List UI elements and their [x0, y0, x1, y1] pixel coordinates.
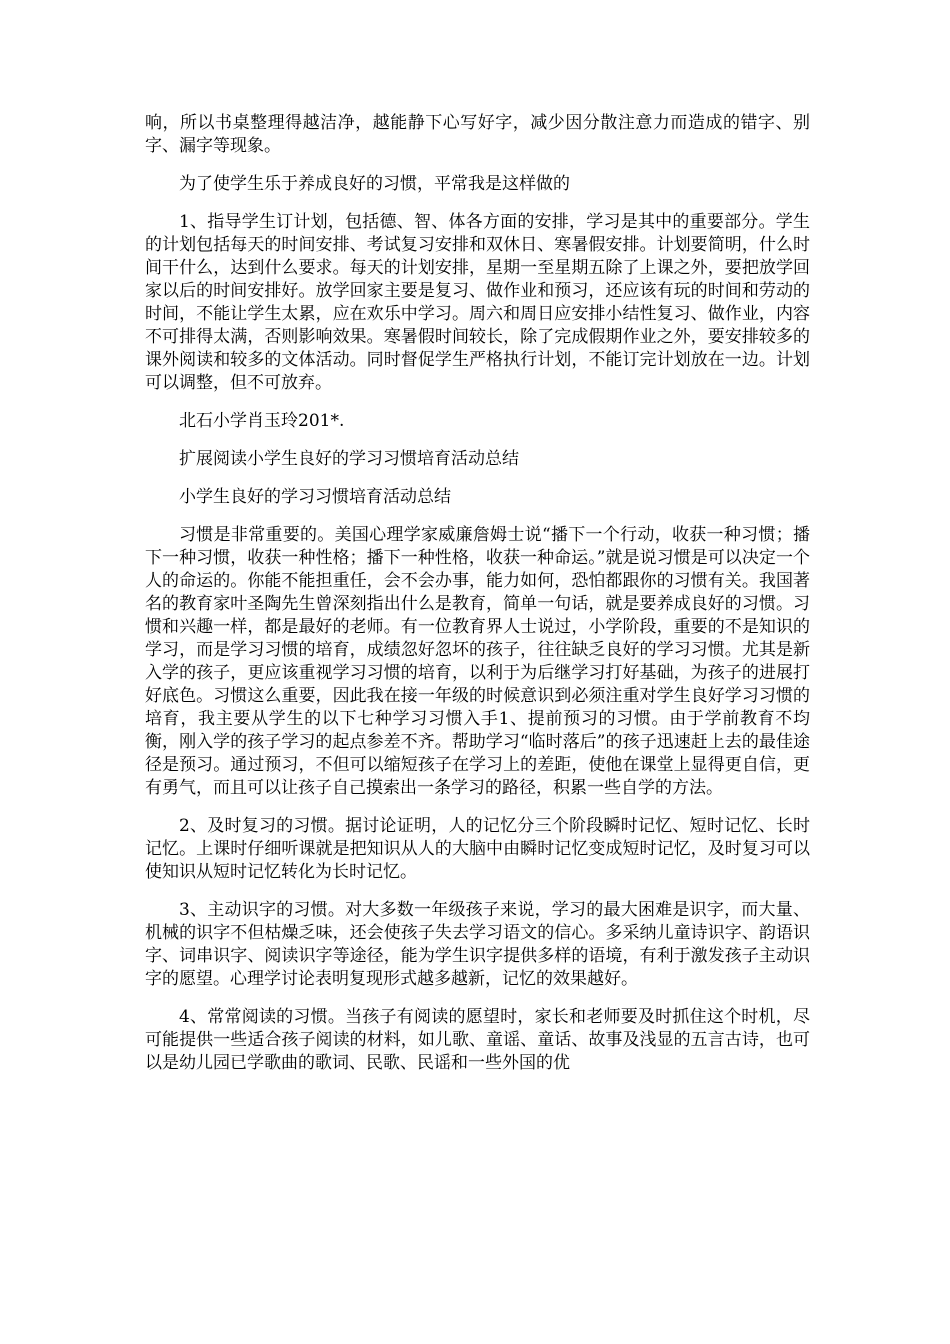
- paragraph-item-2-review: 2、及时复习的习惯。据讨论证明，人的记忆分三个阶段瞬时记忆、短时记忆、长时记忆。上课时仔细听课就是把知识从人的大脑中由瞬时记忆变成短时记忆，及时复习可以使知识从短时记忆转化为长时记忆。: [145, 816, 810, 882]
- paragraph-intro: 为了使学生乐于养成良好的习惯，平常我是这样做的: [179, 174, 570, 194]
- paragraph-continuation: 响，所以书桌整理得越洁净，越能静下心写好字，减少因分散注意力而造成的错字、别字、漏字等现象。: [145, 113, 810, 156]
- paragraph-item-1-plan: 1、指导学生订计划，包括德、智、体各方面的安排，学习是其中的重要部分。学生的计划包括每天的时间安排、考试复习安排和双休日、寒暑假安排。计划要简明，什么时间干什么，达到什么要求。每天的计划安排，星期一至星期五除了上课之外，要把放学回家以后的时间安排好。放学回家主要是复习、做作业和预习，还应该有玩的时间和劳动的时间，不能让学生太累，应在欢乐中学习。周六和周日应安排小结性复习、做作业，内容不可排得太满，否则影响效果。寒暑假时间较长，除了完成假期作业之外，要安排较多的课外阅读和较多的文体活动。同时督促学生严格执行计划，不能订完计划放在一边。计划可以调整，但不可放弃。: [145, 212, 810, 393]
- paragraph-habits-importance: 习惯是非常重要的。美国心理学家威廉詹姆士说“播下一个行动，收获一种习惯；播下一种习惯，收获一种性格；播下一种性格，收获一种命运。”就是说习惯是可以决定一个人的命运的。你能不能担重任，会不会办事，能力如何，恐怕都跟你的习惯有关。我国著名的教育家叶圣陶先生曾深刻指出什么是教育，简单一句话，就是要养成良好的习惯。习惯和兴趣一样，都是最好的老师。有一位教育界人士说过，小学阶段，重要的不是知识的学习，而是学习习惯的培育，成绩忽好忽坏的孩子，往往缺乏良好的学习习惯。尤其是新入学的孩子，更应该重视学习习惯的培育，以利于为后继学习打好基础，为孩子的进展打好底色。习惯这么重要，因此我在接一年级的时候意识到必须注重对学生良好学习习惯的培育，我主要从学生的以下七种学习习惯入手1、提前预习的习惯。由于学前教育不均衡，刚入学的孩子学习的起点参差不齐。帮助学习“临时落后”的孩子迅速赶上去的最佳途径是预习。通过预习，不但可以缩短孩子在学习上的差距，使他在课堂上显得更自信，更有勇气，而且可以让孩子自己摸索出一条学习的路径，积累一些自学的方法。: [145, 525, 810, 798]
- paragraph-item-3-literacy: 3、主动识字的习惯。对大多数一年级孩子来说，学习的最大困难是识字，而大量、机械的识字不但枯燥乏味，还会使孩子失去学习语文的信心。多采纳儿童诗识字、韵语识字、词串识字、阅读识字等途径，能为学生识字提供多样的语境，有利于激发孩子主动识字的愿望。心理学讨论表明复现形式越多越新，记忆的效果越好。: [145, 900, 810, 989]
- paragraph-item-4-reading: 4、常常阅读的习惯。当孩子有阅读的愿望时，家长和老师要及时抓住这个时机，尽可能提供一些适合孩子阅读的材料，如儿歌、童谣、童话、故事及浅显的五言古诗，也可以是幼儿园已学歌曲的歌词、民歌、民谣和一些外国的优: [145, 1007, 810, 1073]
- document-body: [145, 112, 810, 1090]
- extended-reading-heading: 扩展阅读小学生良好的学习习惯培育活动总结: [179, 449, 519, 469]
- section-title: 小学生良好的学习习惯培育活动总结: [179, 487, 451, 507]
- author-signature-line: 北石小学肖玉玲201*.: [179, 411, 345, 431]
